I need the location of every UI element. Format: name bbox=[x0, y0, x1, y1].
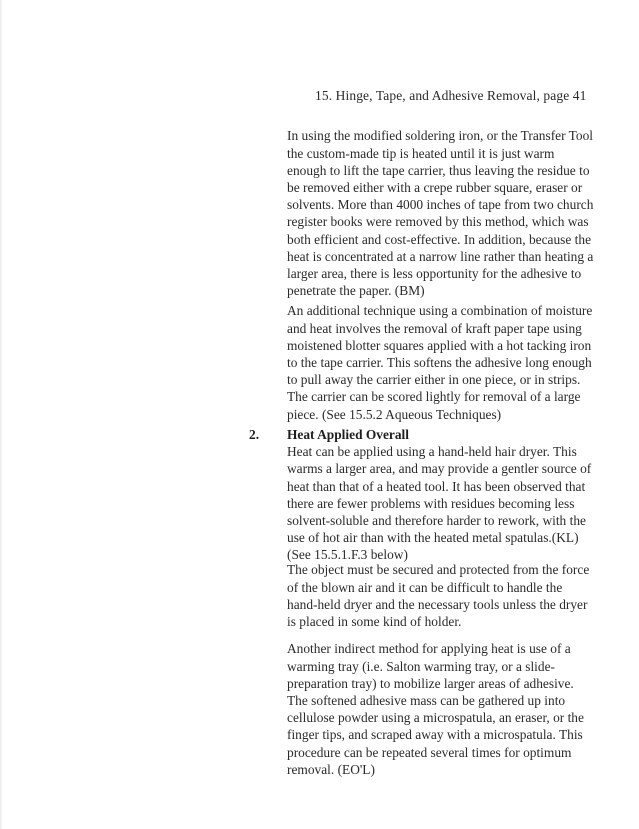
paragraph-hair-dryer: Heat can be applied using a hand-held hair dryer. This warms a larger area, and may provide a gentler source of heat than that of a heated tool. It has been observed that there are fewer problems with residues becoming less solvent-soluble and therefore harder to rework, with the use of hot air than with the heated metal spatulas.(KL) (See 15.5.1.F.3 below) bbox=[287, 444, 592, 563]
paragraph-moisture-heat: An additional technique using a combination of moisture and heat involves the removal of kraft paper tape using moistened blotter squares applied with a hot tacking iron to the tape carrier. This softens the adhesive long enough to pull away the carrier either in one piece, or in strips. The carrier can be scored lightly for removal of a large piece. (See 15.5.2 Aqueous Techniques) bbox=[287, 303, 593, 422]
paragraph-secure-object: The object must be secured and protected from the force of the blown air and it can be difficult to handle the hand-held dryer and the necessary tools unless the dryer is placed in some kind of holder. bbox=[287, 562, 590, 629]
paragraph-warming-tray: Another indirect method for applying heat is use of a warming tray (i.e. Salton warming tray, or a slide-preparation tray) to mobilize larger areas of adhesive. The softened adhesive mass can be gathered up into cellulose powder using a microspatula, an eraser, or the finger tips, and scraped away with a microspatula. This procedure can be repeated several times for optimum removal. (EO'L) bbox=[287, 641, 584, 777]
page-edge-shadow bbox=[0, 0, 3, 829]
section-heading: Heat Applied Overall bbox=[287, 427, 409, 442]
running-header: 15. Hinge, Tape, and Adhesive Removal, page 41 bbox=[315, 88, 587, 103]
section-number: 2. bbox=[249, 427, 260, 442]
section-heat-applied-overall bbox=[287, 426, 595, 564]
paragraph-soldering-iron: In using the modified soldering iron, or the Transfer Tool the custom-made tip is heated until it is just warm enough to lift the tape carrier, thus leaving the residue to be removed either with a crepe rubber square, eraser or solvents. More than 4000 inches of tape from two church register books were removed by this method, which was both efficient and cost-effective. In addition, because the heat is concentrated at a narrow line rather than heating a larger area, there is less opportunity for the adhesive to penetrate the paper. (BM) bbox=[287, 128, 594, 299]
